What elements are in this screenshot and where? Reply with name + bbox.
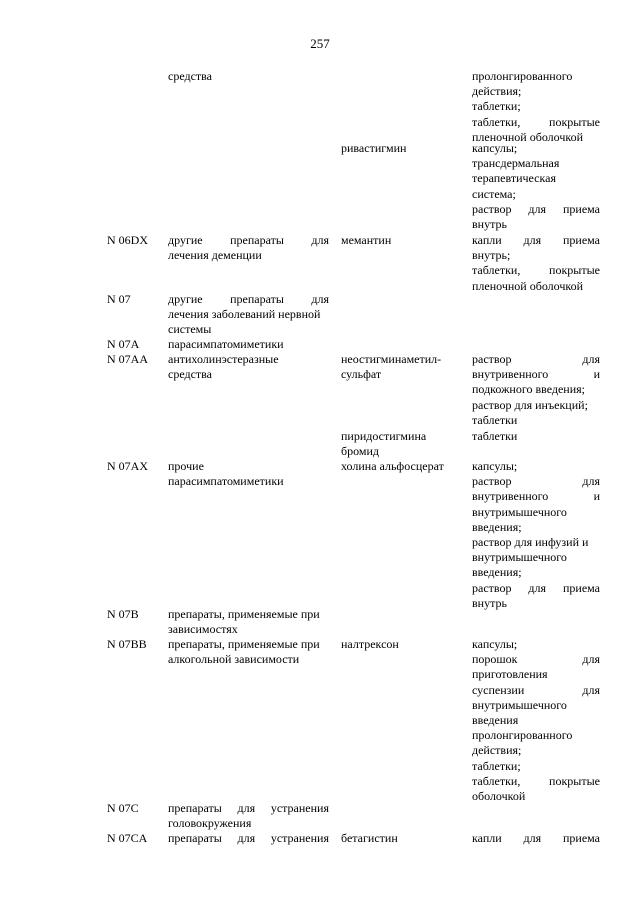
- dosage-form-line: капсулы;: [472, 637, 518, 651]
- anatomical-group-line: парасимпатомиметики: [168, 337, 284, 351]
- anatomical-group-line: алкогольной зависимости: [168, 652, 300, 667]
- dosage-form-line: капли для приема: [472, 831, 600, 845]
- dosage-form-line: подкожного введения;: [472, 382, 585, 397]
- atc-code: N 07AX: [107, 459, 148, 473]
- dosage-form-line: таблетки;: [472, 99, 521, 114]
- dosage-form-line: порошок для: [472, 652, 600, 667]
- atc-code: N 07C: [107, 801, 139, 815]
- table-row: [107, 637, 600, 804]
- dosage-form-line: действия;: [472, 84, 522, 99]
- table-row: [107, 337, 600, 352]
- anatomical-group: [168, 352, 329, 382]
- dosage-form-line: внутрь: [472, 595, 507, 610]
- anatomical-group: [168, 607, 329, 637]
- dosage-form: [472, 352, 600, 428]
- table-row: [107, 429, 600, 459]
- anatomical-group-line: препараты, применяемые при: [168, 607, 320, 621]
- drug-name-line: сульфат: [341, 367, 382, 382]
- anatomical-group-line: зависимостях: [168, 622, 238, 637]
- anatomical-group: [168, 801, 329, 831]
- dosage-form-line: введения: [472, 713, 519, 728]
- dosage-form-line: раствор для приема: [472, 580, 600, 595]
- dosage-form-line: внутримышечного: [472, 550, 567, 565]
- drug-name-line: холина альфосцерат: [341, 459, 444, 473]
- dosage-form: [472, 637, 600, 804]
- dosage-form-line: таблетки: [472, 429, 518, 443]
- dosage-form-line: капсулы;: [472, 141, 518, 155]
- dosage-form-line: пролонгированного: [472, 69, 573, 83]
- anatomical-group-line: прочие: [168, 459, 204, 473]
- anatomical-group: [168, 831, 329, 846]
- anatomical-group-line: антихолинэстеразные: [168, 352, 279, 366]
- anatomical-group-line: парасимпатомиметики: [168, 474, 284, 489]
- drug-name-line: мемантин: [341, 233, 392, 247]
- dosage-form-line: пленочной оболочкой: [472, 278, 584, 293]
- drug-name: [341, 233, 467, 248]
- atc-code: N 07AA: [107, 352, 148, 366]
- table-row: [107, 233, 600, 294]
- dosage-form-line: внутривенного и: [472, 489, 600, 504]
- anatomical-group: [168, 637, 329, 667]
- dosage-form-line: введения;: [472, 519, 522, 534]
- anatomical-group-line: препараты для устранения: [168, 831, 329, 845]
- anatomical-group-line: лечения заболеваний нервной: [168, 307, 321, 322]
- dosage-form-line: система;: [472, 186, 516, 201]
- dosage-form: [472, 233, 600, 294]
- table-row: [107, 69, 600, 145]
- atc-code: N 07BB: [107, 637, 147, 651]
- atc-code: N 07B: [107, 607, 139, 621]
- drug-name-line: налтрексон: [341, 637, 399, 651]
- anatomical-group: [168, 337, 329, 352]
- dosage-form-line: введения;: [472, 565, 522, 580]
- drug-name: [341, 637, 467, 652]
- dosage-form-line: трансдермальная: [472, 156, 560, 171]
- dosage-form-line: раствор для инфузий и: [472, 535, 589, 550]
- table-row: [107, 831, 600, 846]
- dosage-form-line: внутривенного и: [472, 367, 600, 382]
- dosage-form-line: капли для приема: [472, 233, 600, 247]
- drug-name: [341, 831, 467, 846]
- anatomical-group-line: головокружения: [168, 816, 252, 831]
- table-row: [107, 801, 600, 831]
- dosage-form: [472, 141, 600, 232]
- atc-code: N 06DX: [107, 233, 148, 247]
- page-number: 257: [310, 36, 330, 51]
- atc-code: N 07A: [107, 337, 140, 351]
- anatomical-group: [168, 69, 329, 84]
- dosage-form-line: внутрь;: [472, 248, 511, 263]
- anatomical-group-line: другие препараты для: [168, 292, 329, 306]
- dosage-form-line: внутрь: [472, 217, 507, 232]
- drug-name: [341, 459, 467, 474]
- table-row: [107, 292, 600, 338]
- dosage-form-line: пленочной оболочкой: [472, 129, 584, 144]
- anatomical-group-line: препараты, применяемые при: [168, 637, 320, 651]
- dosage-form: [472, 831, 600, 846]
- dosage-form-line: терапевтическая: [472, 171, 556, 186]
- dosage-form-line: таблетки, покрытые: [472, 114, 600, 129]
- drug-name-line: ривастигмин: [341, 141, 407, 155]
- dosage-form-line: раствор для инъекций;: [472, 397, 588, 412]
- atc-code: N 07: [107, 292, 131, 306]
- dosage-form: [472, 459, 600, 611]
- dosage-form-line: капсулы;: [472, 459, 518, 473]
- anatomical-group-line: средства: [168, 69, 213, 83]
- drug-name: [341, 352, 467, 382]
- table-row: [107, 459, 600, 611]
- dosage-form-line: таблетки, покрытые: [472, 263, 600, 278]
- drug-name: [341, 429, 467, 459]
- dosage-form-line: таблетки;: [472, 758, 521, 773]
- anatomical-group-line: системы: [168, 322, 212, 337]
- anatomical-group-line: средства: [168, 367, 213, 382]
- dosage-form: [472, 429, 600, 444]
- dosage-form-line: таблетки: [472, 412, 518, 427]
- dosage-form-line: раствор для: [472, 474, 600, 489]
- anatomical-group: [168, 459, 329, 489]
- drug-name-line: бетагистин: [341, 831, 398, 845]
- dosage-form-line: таблетки, покрытые: [472, 773, 600, 788]
- drug-name: [341, 141, 467, 156]
- drug-name-line: пиридостигмина: [341, 429, 427, 443]
- dosage-form-line: оболочкой: [472, 789, 526, 804]
- atc-code: N 07CA: [107, 831, 148, 845]
- anatomical-group-line: препараты для устранения: [168, 801, 329, 815]
- anatomical-group: [168, 233, 329, 263]
- dosage-form: [472, 69, 600, 145]
- anatomical-group: [168, 292, 329, 338]
- dosage-form-line: действия;: [472, 743, 522, 758]
- dosage-form-line: раствор для приема: [472, 201, 600, 216]
- drug-name-line: бромид: [341, 444, 379, 459]
- table-row: [107, 141, 600, 232]
- anatomical-group-line: лечения деменции: [168, 248, 262, 263]
- drug-name-line: неостигминаметил-: [341, 352, 442, 366]
- dosage-form-line: приготовления: [472, 667, 548, 682]
- dosage-form-line: пролонгированного: [472, 728, 573, 743]
- table-row: [107, 352, 600, 428]
- table-row: [107, 607, 600, 637]
- dosage-form-line: раствор для: [472, 352, 600, 366]
- dosage-form-line: внутримышечного: [472, 504, 567, 519]
- dosage-form-line: суспензии для: [472, 682, 600, 697]
- anatomical-group-line: другие препараты для: [168, 233, 329, 247]
- dosage-form-line: внутримышечного: [472, 697, 567, 712]
